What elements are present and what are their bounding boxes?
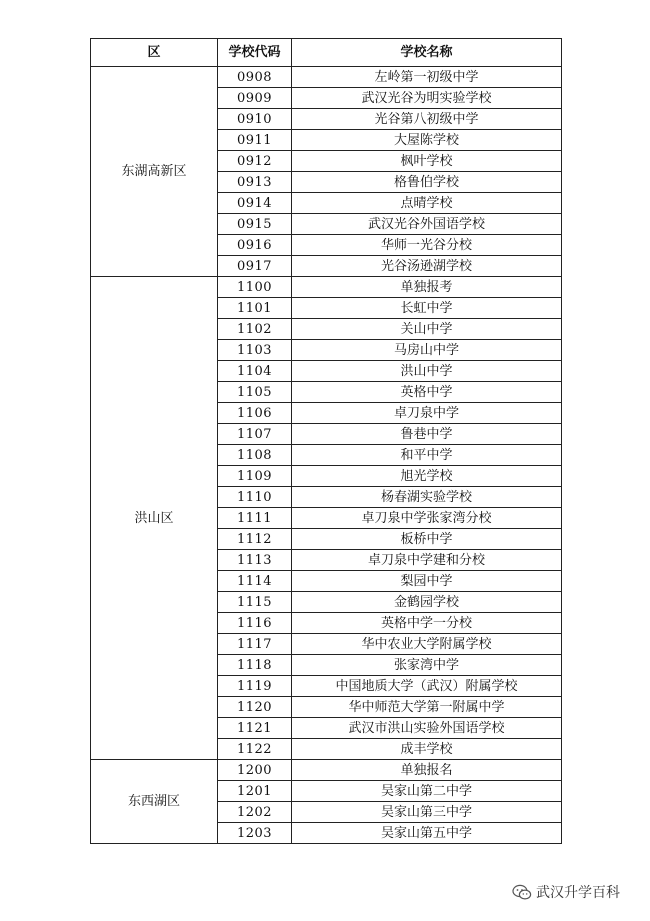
district-cell: 洪山区 — [91, 277, 218, 760]
school-name-cell: 鲁巷中学 — [292, 424, 562, 445]
school-code-cell: 1121 — [218, 718, 292, 739]
school-name-cell: 长虹中学 — [292, 298, 562, 319]
school-name-cell: 点晴学校 — [292, 193, 562, 214]
header-school-name: 学校名称 — [292, 39, 562, 67]
school-name-cell: 吴家山第二中学 — [292, 781, 562, 802]
school-code-cell: 1110 — [218, 487, 292, 508]
school-name-cell: 华中农业大学附属学校 — [292, 634, 562, 655]
school-name-cell: 单独报考 — [292, 277, 562, 298]
school-code-cell: 0908 — [218, 67, 292, 88]
school-name-cell: 马房山中学 — [292, 340, 562, 361]
school-name-cell: 光谷第八初级中学 — [292, 109, 562, 130]
school-code-cell: 1114 — [218, 571, 292, 592]
school-code-cell: 0914 — [218, 193, 292, 214]
wechat-icon — [512, 884, 532, 901]
school-code-cell: 1105 — [218, 382, 292, 403]
school-name-cell: 卓刀泉中学 — [292, 403, 562, 424]
school-name-cell: 关山中学 — [292, 319, 562, 340]
school-name-cell: 光谷汤逊湖学校 — [292, 256, 562, 277]
school-name-cell: 卓刀泉中学张家湾分校 — [292, 508, 562, 529]
school-code-cell: 0911 — [218, 130, 292, 151]
school-name-cell: 大屋陈学校 — [292, 130, 562, 151]
header-school-code: 学校代码 — [218, 39, 292, 67]
table-row — [91, 277, 562, 298]
school-code-cell: 1200 — [218, 760, 292, 781]
school-code-cell: 1102 — [218, 319, 292, 340]
table-header-row — [91, 39, 562, 67]
district-cell: 东西湖区 — [91, 760, 218, 844]
school-name-cell: 格鲁伯学校 — [292, 172, 562, 193]
school-name-cell: 金鹤园学校 — [292, 592, 562, 613]
school-code-cell: 1115 — [218, 592, 292, 613]
school-code-cell: 1203 — [218, 823, 292, 844]
school-code-cell: 0916 — [218, 235, 292, 256]
school-name-cell: 板桥中学 — [292, 529, 562, 550]
school-code-cell: 0915 — [218, 214, 292, 235]
school-name-cell: 英格中学 — [292, 382, 562, 403]
school-code-cell: 1117 — [218, 634, 292, 655]
school-code-cell: 1118 — [218, 655, 292, 676]
school-code-cell: 1116 — [218, 613, 292, 634]
school-name-cell: 武汉光谷为明实验学校 — [292, 88, 562, 109]
school-code-cell: 1201 — [218, 781, 292, 802]
school-name-cell: 成丰学校 — [292, 739, 562, 760]
school-code-cell: 0913 — [218, 172, 292, 193]
school-code-cell: 1103 — [218, 340, 292, 361]
school-name-cell: 梨园中学 — [292, 571, 562, 592]
school-code-cell: 1106 — [218, 403, 292, 424]
school-code-table — [90, 38, 562, 844]
school-code-cell: 1202 — [218, 802, 292, 823]
school-name-cell: 和平中学 — [292, 445, 562, 466]
school-code-cell: 1111 — [218, 508, 292, 529]
table-row — [91, 760, 562, 781]
school-name-cell: 卓刀泉中学建和分校 — [292, 550, 562, 571]
school-code-cell: 0917 — [218, 256, 292, 277]
school-code-cell: 0910 — [218, 109, 292, 130]
school-name-cell: 中国地质大学（武汉）附属学校 — [292, 676, 562, 697]
school-code-cell: 1120 — [218, 697, 292, 718]
school-name-cell: 武汉市洪山实验外国语学校 — [292, 718, 562, 739]
school-code-cell: 1109 — [218, 466, 292, 487]
watermark — [512, 882, 620, 902]
school-code-cell: 0909 — [218, 88, 292, 109]
school-code-cell: 1104 — [218, 361, 292, 382]
school-name-cell: 吴家山第三中学 — [292, 802, 562, 823]
school-name-cell: 旭光学校 — [292, 466, 562, 487]
school-code-cell: 1100 — [218, 277, 292, 298]
school-code-cell: 0912 — [218, 151, 292, 172]
school-name-cell: 杨春湖实验学校 — [292, 487, 562, 508]
school-name-cell: 华中师范大学第一附属中学 — [292, 697, 562, 718]
school-name-cell: 吴家山第五中学 — [292, 823, 562, 844]
table-body — [91, 67, 562, 844]
school-name-cell: 枫叶学校 — [292, 151, 562, 172]
school-code-cell: 1108 — [218, 445, 292, 466]
school-name-cell: 张家湾中学 — [292, 655, 562, 676]
school-code-cell: 1119 — [218, 676, 292, 697]
school-code-cell: 1112 — [218, 529, 292, 550]
school-code-cell: 1113 — [218, 550, 292, 571]
school-code-cell: 1101 — [218, 298, 292, 319]
school-name-cell: 华师一光谷分校 — [292, 235, 562, 256]
school-code-cell: 1122 — [218, 739, 292, 760]
school-name-cell: 英格中学一分校 — [292, 613, 562, 634]
school-name-cell: 单独报名 — [292, 760, 562, 781]
district-cell: 东湖高新区 — [91, 67, 218, 277]
school-name-cell: 左岭第一初级中学 — [292, 67, 562, 88]
school-code-cell: 1107 — [218, 424, 292, 445]
header-district: 区 — [91, 39, 218, 67]
school-name-cell: 洪山中学 — [292, 361, 562, 382]
table-row — [91, 67, 562, 88]
watermark-text: 武汉升学百科 — [536, 885, 620, 901]
school-name-cell: 武汉光谷外国语学校 — [292, 214, 562, 235]
